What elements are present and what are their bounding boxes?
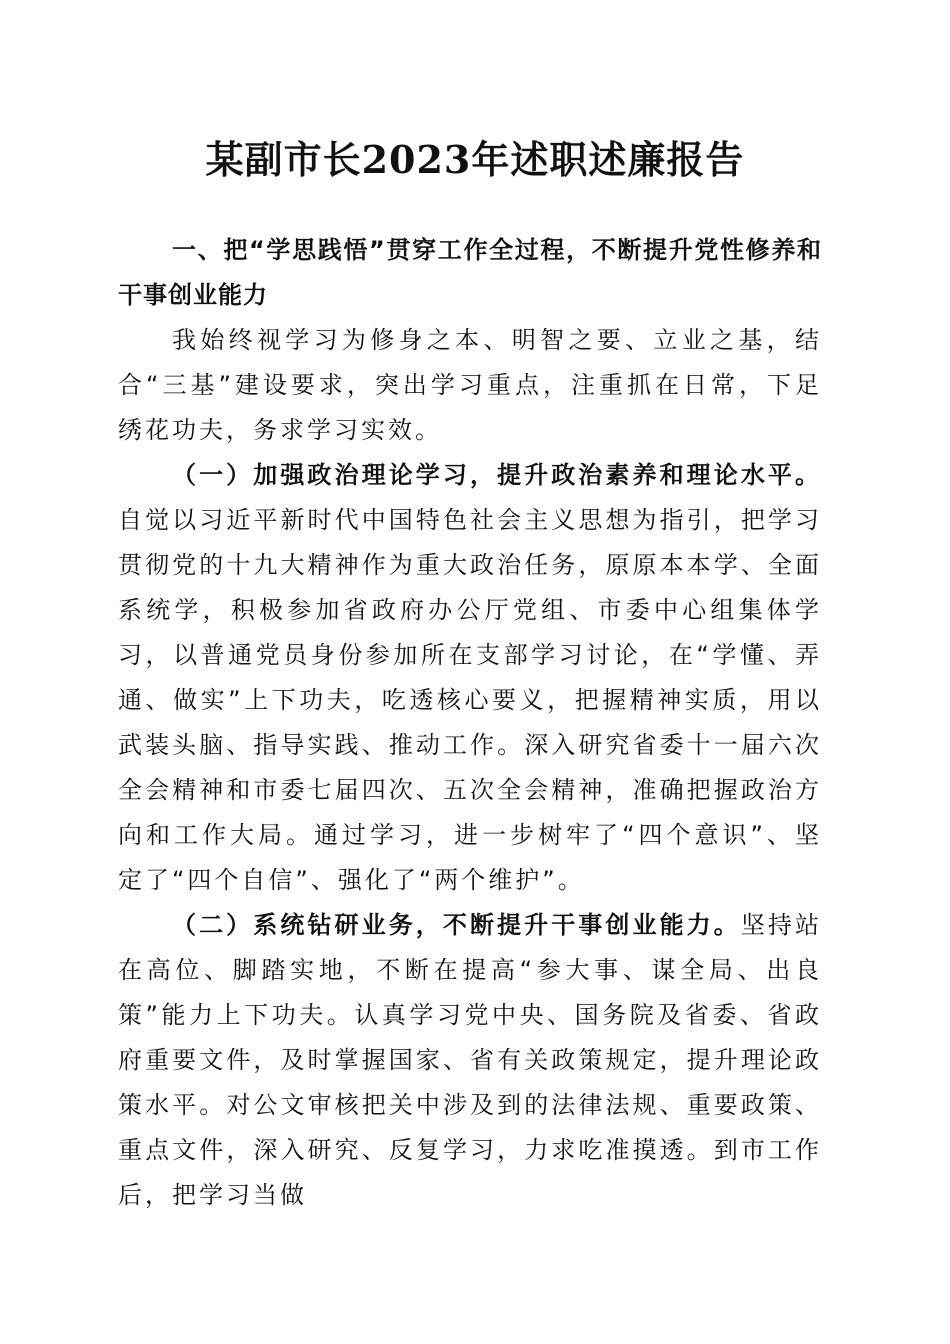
paragraph-sub2 — [118, 903, 822, 1218]
sub2-text: 坚持站在高位、脚踏实地，不断在提高“参大事、谋全局、出良策”能力上下功夫。认真学习党中央、国务院及省委、省政府重要文件，及时掌握国家、省有关政策规定，提升理论政策水平。对公文审核把关中涉及到的法律法规、重要政策、重点文件，深入研究、反复学习，力求吃准摸透。到市工作后，把学习当做 — [118, 911, 823, 1209]
sub2-lead: （二）系统钻研业务，不断提升干事创业能力。 — [172, 911, 741, 939]
document-body — [118, 228, 822, 1218]
paragraph-sub1 — [118, 453, 822, 903]
sub1-lead: （一）加强政治理论学习，提升政治素养和理论水平。 — [172, 461, 822, 489]
section-heading: 一、把“学思践悟”贯穿工作全过程，不断提升党性修养和干事创业能力 — [118, 236, 822, 309]
document-title: 某副市长2023年述职述廉报告 — [205, 137, 745, 182]
intro-paragraph: 我始终视学习为修身之本、明智之要、立业之基，结合“三基”建设要求，突出学习重点，注重抓在日常，下足绣花功夫，务求学习实效。 — [118, 326, 822, 444]
sub1-text: 自觉以习近平新时代中国特色社会主义思想为指引，把学习贯彻党的十九大精神作为重大政治任务，原原本本学、全面系统学，积极参加省政府办公厅党组、市委中心组集体学习，以普通党员身份参加所在支部学习讨论，在“学懂、弄通、做实”上下功夫，吃透核心要义，把握精神实质，用以武装头脑、指导实践、推动工作。深入研究省委十一届六次全会精神和市委七届四次、五次全会精神，准确把握政治方向和工作大局。通过学习，进一步树牢了“四个意识”、坚定了“四个自信”、强化了“两个维护”。 — [118, 506, 822, 894]
